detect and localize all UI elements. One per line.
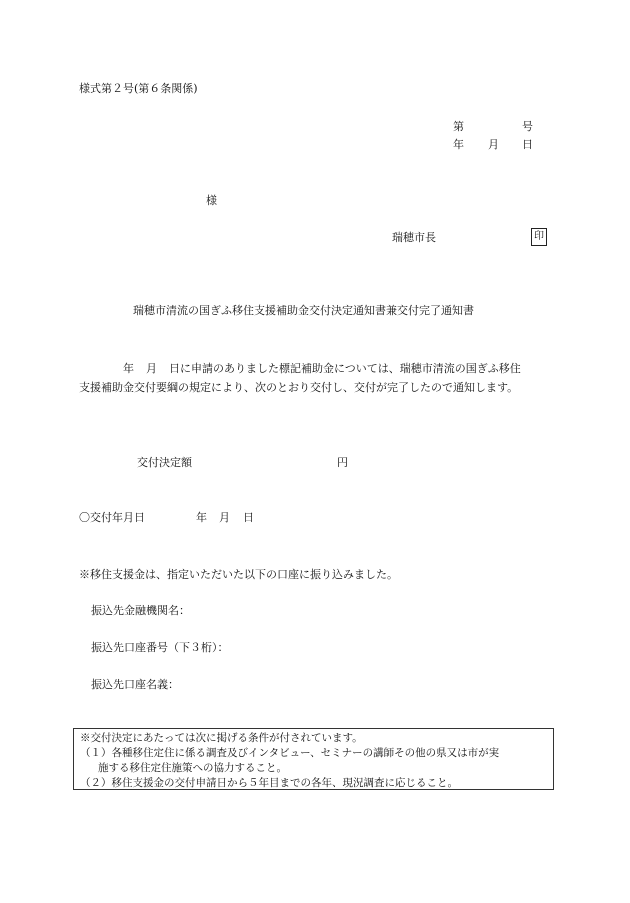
conditions-box [73,728,554,790]
account-name-label: 振込先口座名義： [91,678,179,691]
body-year: 年 [123,362,134,375]
conditions-header: ※交付決定にあたっては次に掲げる条件が付されています。 [80,732,363,744]
grant-date-day: 日 [243,511,254,524]
amount-unit: 円 [337,456,348,469]
transfer-notice: ※移住支援金は、指定いただいた以下の口座に振り込みました。 [79,568,398,581]
body-line-1 [79,358,521,379]
issuer-name: 瑞穂市長 [392,231,436,244]
addressee-sama: 様 [206,194,217,207]
condition-1-line-1: （１）各種移住定住に係る調査及びインタビュー、セミナーの講師その他の県又は市が実 [80,747,500,759]
date-year: 年 [453,138,464,151]
doc-number-go: 号 [522,120,533,133]
body-rest: 日に申請のありました標記補助金については、瑞穂市清流の国ぎふ移住 [169,362,521,375]
condition-2: （２）移住支援金の交付申請日から５年目までの各年、現況調査に応じること。 [80,777,458,789]
amount-label: 交付決定額 [137,456,192,469]
grant-date-month: 月 [219,511,230,524]
date-month: 月 [488,138,499,151]
document-title: 瑞穂市清流の国ぎふ移住支援補助金交付決定通知書兼交付完了通知書 [133,304,474,317]
grant-date-year: 年 [196,511,207,524]
account-number-label: 振込先口座番号（下３桁）： [91,641,229,654]
bank-label: 振込先金融機関名： [91,604,190,617]
doc-number-dai: 第 [453,120,464,133]
condition-1-line-2: 施する移住定住施策への協力すること。 [98,762,287,774]
form-number: 様式第２号(第６条関係) [79,82,198,95]
body-line-2: 支援補助金交付要綱の規定により、次のとおり交付し、交付が完了したので通知します。 [79,381,519,394]
body-month: 月 [146,362,157,375]
date-day: 日 [522,138,533,151]
grant-date-label: 〇交付年月日 [79,511,145,524]
seal-stamp: 印 [531,228,547,246]
